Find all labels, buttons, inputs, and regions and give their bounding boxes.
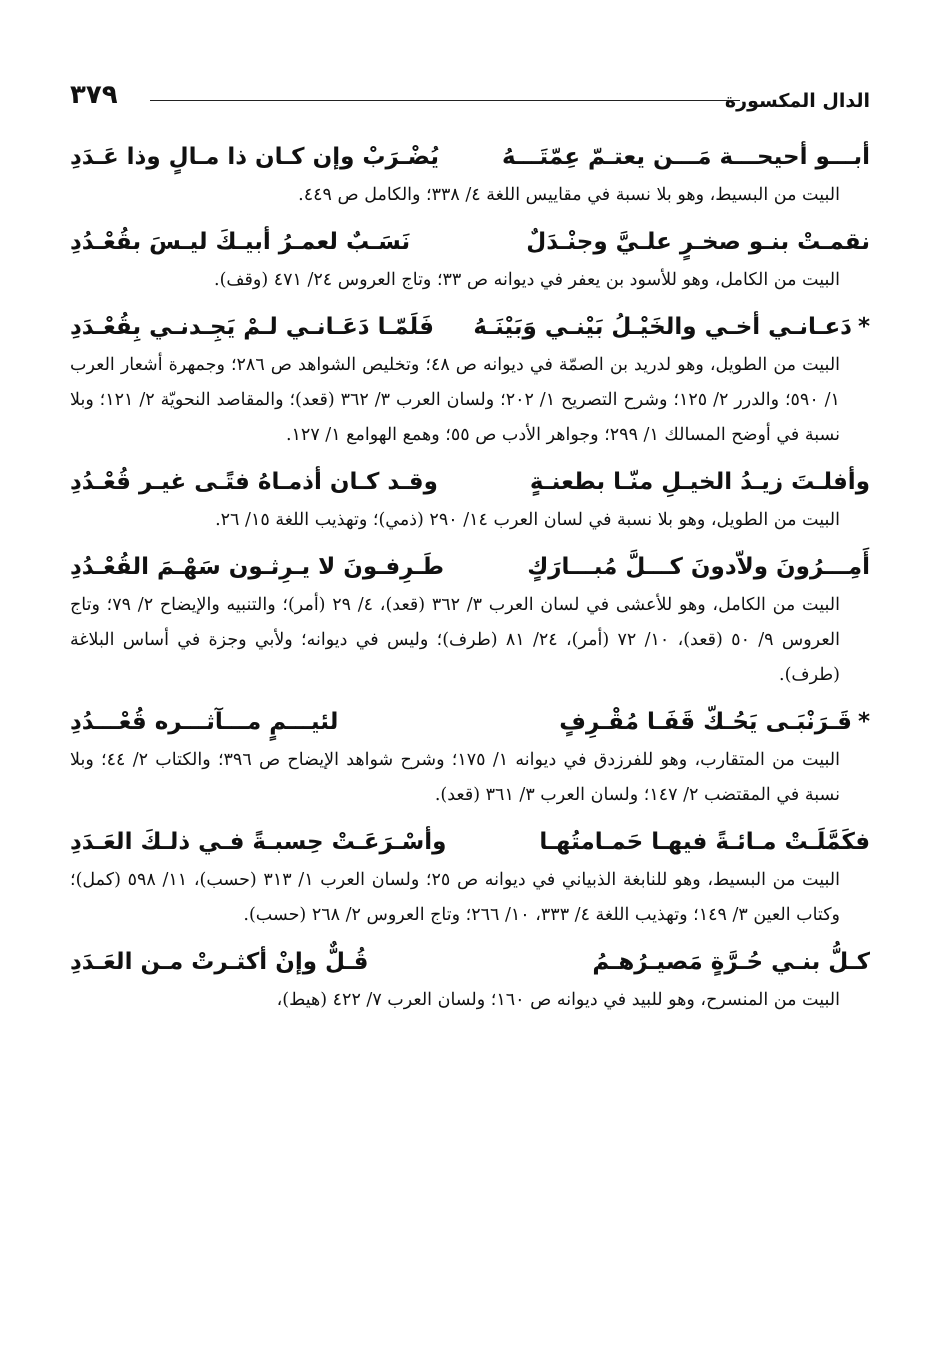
section-title: الدال المكسورة [724,90,870,112]
verse-second-hemistich: وقـد كـان أذمـاهُ فتًـى غيـر قُعْـدُدِ [70,469,438,495]
verse-first-text: فكَمَّلَـتْ مـائـةً فيهـا حَمـامتُهـا [539,829,870,855]
verse-line [70,550,870,584]
verse-first-hemistich [559,705,870,739]
verse-line [70,945,870,979]
verse-commentary: البيت من المنسرح، وهو للبيد في ديوانه ص ١٦٠؛ ولسان العرب ٧/ ٤٢٢ (هيط)، [276,990,840,1010]
verse-commentary: البيت من البسيط، وهو بلا نسبة في مقاييس اللغة ٤/ ٣٣٨؛ والكامل ص ٤٤٩. [298,185,840,205]
header-rule [150,100,740,101]
verse-line [70,140,870,174]
verse-first-hemistich [530,465,870,499]
verse-line [70,825,870,859]
verse-second-hemistich: قُـلٌّ وإنْ أكثـرتْ مـن العَـدَدِ [70,949,369,975]
verse-commentary: البيت من الكامل، وهو للأسود بن يعفر في ديوانه ص ٣٣؛ وتاج العروس ٢٤/ ٤٧١ (وقف). [214,270,840,290]
verse-commentary: البيت من البسيط، وهو للنابغة الذبياني في ديوانه ص ٢٥؛ ولسان العرب ١/ ٣١٣ (حسب)، ١١/ ٥٩٨ (كمل)؛ وكتاب العين ٣/ ١٤٩؛ وتهذيب اللغة ٤/ ٣٣٣، ١٠/ ٢٦٦؛ وتاج العروس ٢/ ٢٦٨ (حسب). [70,870,840,925]
verse-first-text: وأفلـتَ زيـدُ الخيـلِ منّـا بطعنـةٍ [529,469,870,495]
verse-second-hemistich: طَـرِفـونَ لا يـرِثـون سَهْـمَ القُعْـدُدِ [70,554,445,580]
verse-line [70,310,870,344]
verse-star-marker: * [857,314,870,340]
verse-commentary: البيت من الكامل، وهو للأعشى في لسان العرب ٣/ ٣٦٢ (قعد)، ٤/ ٢٩ (أمر)؛ والتنبيه والإيضاح ٢/ ٧٩؛ وتاج العروس ٩/ ٥٠ (قعد)، ١٠/ ٧٢ (أمر)، ٢٤/ ٨١ (طرف)؛ وليس في ديوانه؛ ولأبي وجزة في أساس البلاغة (طرف). [70,595,840,685]
verse-first-hemistich [539,825,870,859]
verse-commentary: البيت من المتقارب، وهو للفرزدق في ديوانه ١/ ١٧٥؛ وشرح شواهد الإيضاح ص ٣٩٦؛ والكتاب ٢/ ٤٤؛ وبلا نسبة في المقتضب ٢/ ١٤٧؛ ولسان العرب ٣/ ٣٦١ (قعد). [70,750,840,805]
verse-first-hemistich [592,945,870,979]
verse-second-hemistich: يُضْـرَبْ وإن كـان ذا مـالٍ وذا عَـدَدِ [70,144,439,170]
verse-first-hemistich [527,550,870,584]
verse-first-hemistich [473,310,870,344]
verse-first-text: كـلُّ بنـي حُـرَّةٍ مَصيـرُهـمُ [592,949,870,975]
verse-first-text: أبـــو أحيحـــة مَـــن يعتـمّ عِمّتَـــهُ [502,144,870,170]
verse-line [70,465,870,499]
verse-line [70,225,870,259]
verse-commentary: البيت من الطويل، وهو لدريد بن الصمّة في ديوانه ص ٤٨؛ وتخليص الشواهد ص ٢٨٦؛ وجمهرة أشعار العرب ١/ ٥٩٠؛ والدرر ٢/ ١٢٥؛ وشرح التصريح ١/ ٢٠٢؛ ولسان العرب ٣/ ٣٦٢ (قعد)؛ والمقاصد النحويّة ٢/ ١٢١؛ وبلا نسبة في أوضح المسالك ١/ ٢٩٩؛ وجواهر الأدب ص ٥٥؛ وهمع الهوامع ١/ ١٢٧. [70,355,841,445]
verse-star-marker: * [857,709,870,735]
page-header [70,80,870,124]
verse-first-text: نقمـتْ بنـو صخـرٍ علـيَّ وجنْـدَلٌ [526,229,870,255]
verse-first-hemistich [502,140,870,174]
verse-first-hemistich [526,225,870,259]
verse-commentary: البيت من الطويل، وهو بلا نسبة في لسان العرب ١٤/ ٢٩٠ (ذمي)؛ وتهذيب اللغة ١٥/ ٢٦. [215,510,840,530]
verse-second-hemistich: وأسْـرَعَـتْ حِسبـةً فـي ذلـكَ العَـدَدِ [70,829,447,855]
verse-first-text: أَمِـــرُونَ ولاّدونَ كـــلَّ مُبـــارَكٍ [527,554,870,580]
verse-second-hemistich: فَلَمّـا دَعَـانـي لـمْ يَجِـدنـي بِقُعْـدَدِ [70,314,434,340]
verse-second-hemistich: لئيـــمٍ مـــآثـــره قُعْـــدُدِ [70,709,339,735]
page-body [70,128,870,1028]
verse-line [70,705,870,739]
verse-first-text: قَـرَنْبَـى يَحُـكّ قَفَـا مُقْـرِفٍ [559,709,852,735]
page-number: ٣٧٩ [70,80,118,110]
verse-first-text: دَعـانـي أخـي والخَيْـلُ بَيْنـي وَبَيْنَـهُ [473,314,852,340]
verse-second-hemistich: نَسَـبٌ لعمـرُ أبيـكَ ليـسَ بقُعْـدُدِ [70,229,411,255]
